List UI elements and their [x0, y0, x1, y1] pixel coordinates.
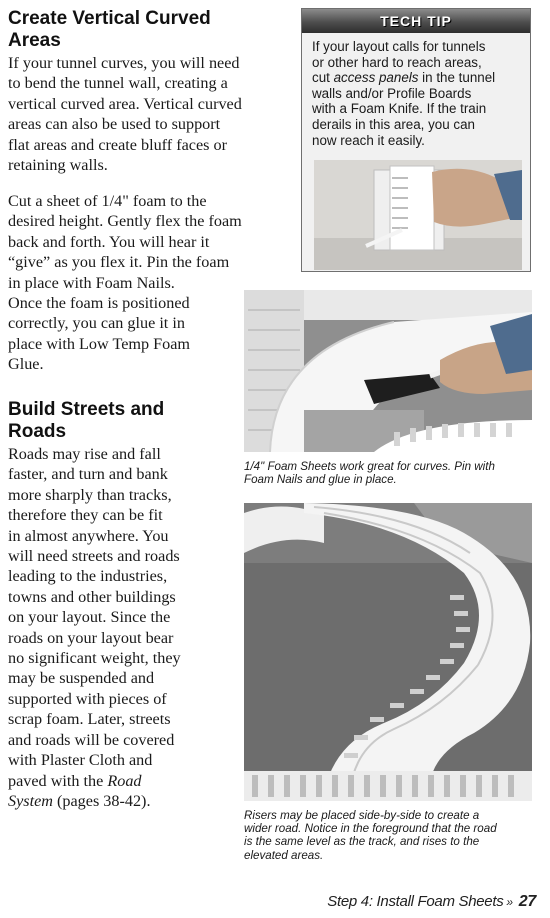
paragraph-streets-roads [8, 444, 181, 811]
text-line: place with Low Temp Foam [8, 334, 190, 353]
caption-line: 1/4" Foam Sheets work great for curves. Pin with [244, 460, 495, 473]
paragraph-cut-foam [8, 191, 242, 375]
caption-road-risers [244, 809, 540, 862]
text-line: therefore they can be fit [8, 506, 163, 525]
text-line: will need streets and roads [8, 547, 180, 566]
text-run-italic: access panels [333, 70, 419, 86]
text-line: Roads may rise and fall [8, 445, 161, 463]
access-panel-illustration [314, 160, 522, 270]
text-run: paved with the [8, 771, 104, 790]
caption-line: Foam Nails and glue in place. [244, 473, 397, 487]
text-line: areas can also be used to support [8, 115, 221, 134]
page-number: 27 [518, 893, 536, 910]
text-run: cut [312, 70, 334, 86]
photo-curved-foam-wall [244, 290, 532, 452]
text-line: retaining walls. [8, 156, 108, 175]
text-run: (pages 38-42). [52, 791, 151, 810]
heading-line: Areas [8, 30, 61, 51]
text-line: towns and other buildings [8, 587, 176, 606]
caption-line: is the same level as the track, and rises to the [244, 835, 480, 849]
text-run: in the tunnel [418, 70, 496, 86]
text-line: or other hard to reach areas, [312, 54, 482, 70]
caption-line: wider road. Notice in the foreground that the road [244, 822, 497, 836]
text-line [8, 791, 181, 811]
book-reference: System [8, 791, 53, 810]
text-line: faster, and turn and bank [8, 465, 168, 484]
curved-foam-illustration [244, 290, 532, 452]
text-line: If your tunnel curves, you will need [8, 54, 240, 72]
heading-line: Roads [8, 421, 67, 442]
tech-tip-box [301, 8, 531, 272]
double-chevron-icon: » [506, 895, 513, 909]
text-line: with a Foam Knife. If the train [312, 101, 487, 117]
text-line: with Plaster Cloth and [8, 751, 153, 770]
text-line: on your layout. Since the [8, 608, 171, 627]
caption-curved-foam [244, 460, 540, 486]
text-line: more sharply than tracks, [8, 485, 172, 504]
text-line: no significant weight, they [8, 649, 181, 668]
text-line: supported with pieces of [8, 689, 167, 708]
text-line: vertical curved area. Vertical curved [8, 94, 242, 113]
text-line: flat areas and create bluff faces or [8, 135, 227, 154]
text-line: derails in this area, you can [312, 116, 476, 132]
text-line: “give” as you flex it. Pin the foam [8, 253, 230, 272]
text-line: correctly, you can glue it in [8, 314, 185, 333]
heading-line: Build Streets and [8, 399, 165, 420]
text-line: and roads will be covered [8, 730, 175, 749]
text-line: in almost anywhere. You [8, 526, 169, 545]
text-line: back and forth. You will hear it [8, 232, 210, 251]
text-line: desired height. Gently flex the foam [8, 212, 242, 231]
text-line: If your layout calls for tunnels [312, 39, 486, 54]
photo-access-panel [314, 160, 522, 270]
text-line: scrap foam. Later, streets [8, 710, 171, 729]
book-reference: Road [107, 771, 142, 790]
tech-tip-text [302, 33, 530, 148]
paragraph-vertical-curved-intro [8, 53, 242, 175]
tech-tip-title: TECH TIP [302, 9, 530, 33]
caption-line: Risers may be placed side-by-side to create a [244, 809, 480, 822]
footer-section-label: Step 4: Install Foam Sheets [327, 893, 504, 910]
text-line [8, 771, 181, 791]
text-line: to bend the tunnel wall, creating a [8, 74, 228, 93]
text-line: Glue. [8, 355, 44, 374]
caption-line: elevated areas. [244, 848, 324, 862]
text-line [312, 70, 520, 86]
text-line: roads on your layout bear [8, 628, 174, 647]
photo-road-risers [244, 503, 532, 801]
text-line: Once the foam is positioned [8, 294, 190, 313]
text-line: in place with Foam Nails. [8, 273, 175, 292]
section-heading-streets-roads [8, 399, 164, 443]
text-line: leading to the industries, [8, 567, 168, 586]
road-risers-illustration [244, 503, 532, 801]
text-line: Cut a sheet of 1/4" foam to the [8, 192, 207, 210]
text-line: now reach it easily. [312, 132, 425, 148]
text-line: may be suspended and [8, 669, 155, 688]
heading-line: Create Vertical Curved [8, 8, 211, 29]
page-footer [327, 893, 536, 911]
section-heading-vertical-curved [8, 8, 211, 52]
text-line: walls and/or Profile Boards [312, 85, 472, 101]
